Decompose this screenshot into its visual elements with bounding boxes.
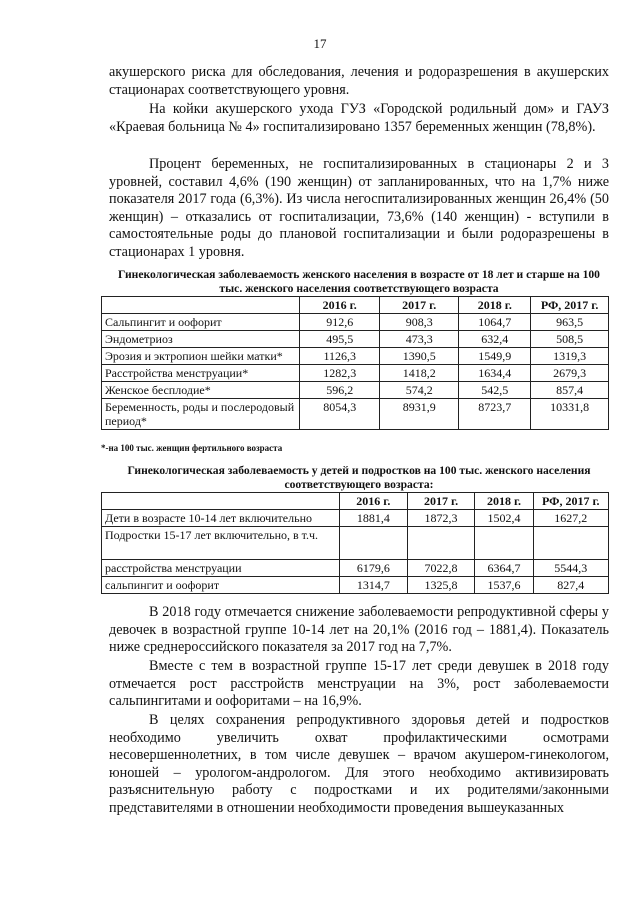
- cell-value: 632,4: [459, 331, 531, 348]
- cell-value: 1282,3: [300, 365, 379, 382]
- table-header-row: [102, 493, 609, 510]
- cell-value: 1502,4: [475, 510, 533, 527]
- table-header-row: [102, 297, 609, 314]
- paragraph-3: Процент беременных, не госпитализированных в стационары 2 и 3 уровней, составил 4,6% (190 женщин) от запланированных, что на 1,7% ниже показателя 2017 года (6,3%). Из числа негоспитализированных женщин 26,4% (50 женщин) – отказались от госпитализации, 73,6% (140 женщин) - вступили в самостоятельные роды до плановой госпитализации и были родоразрешены в стационарах 1 уровня.: [109, 156, 609, 260]
- table-row: [102, 527, 609, 560]
- header-cell: РФ, 2017 г.: [531, 297, 609, 314]
- table-youth-morbidity: [101, 492, 609, 594]
- cell-value: 1627,2: [533, 510, 608, 527]
- table1-footnote: *-на 100 тыс. женщин фертильного возраста: [101, 443, 283, 453]
- row-label: сальпингит и оофорит: [102, 577, 340, 594]
- cell-value: 827,4: [533, 577, 608, 594]
- header-cell: 2016 г.: [339, 493, 407, 510]
- row-label: Дети в возрасте 10-14 лет включительно: [102, 510, 340, 527]
- row-label: Сальпингит и оофорит: [102, 314, 300, 331]
- header-cell: 2017 г.: [379, 297, 458, 314]
- cell-value: 1319,3: [531, 348, 609, 365]
- cell-value: 1390,5: [379, 348, 458, 365]
- header-cell: [102, 297, 300, 314]
- row-label: Расстройства менструации*: [102, 365, 300, 382]
- header-cell: [102, 493, 340, 510]
- row-label: Эрозия и эктропион шейки матки*: [102, 348, 300, 365]
- table-row: [102, 348, 609, 365]
- cell-value: 8054,3: [300, 399, 379, 430]
- cell-value: 5544,3: [533, 560, 608, 577]
- header-cell: 2017 г.: [407, 493, 475, 510]
- cell-value: 10331,8: [531, 399, 609, 430]
- cell-value: 1881,4: [339, 510, 407, 527]
- cell-value: 1872,3: [407, 510, 475, 527]
- cell-value: 473,3: [379, 331, 458, 348]
- cell-value: 6179,6: [339, 560, 407, 577]
- table2-caption: Гинекологическая заболеваемость у детей и подростков на 100 тыс. женского населения соответствующего возраста:: [127, 464, 591, 491]
- cell-value: 8931,9: [379, 399, 458, 430]
- row-label: Подростки 15-17 лет включительно, в т.ч.: [102, 527, 340, 560]
- cell-value: 508,5: [531, 331, 609, 348]
- table1-caption: Гинекологическая заболеваемость женского населения в возрасте от 18 лет и старше на 100 тыс. женского населения соответствующего возраста: [118, 268, 600, 295]
- cell-value: 542,5: [459, 382, 531, 399]
- paragraph-4: В 2018 году отмечается снижение заболеваемости репродуктивной сферы у девочек в возрастной группе 10-14 лет на 20,1% (2016 год – 1881,4). Показатель ниже среднероссийского показателя за 2017 год на 7,7%.: [109, 604, 609, 655]
- cell-value: 495,5: [300, 331, 379, 348]
- table-row: [102, 560, 609, 577]
- cell-value: 8723,7: [459, 399, 531, 430]
- cell-value: 963,5: [531, 314, 609, 331]
- table-row: [102, 510, 609, 527]
- cell-value: [407, 527, 475, 560]
- table-row: [102, 399, 609, 430]
- cell-value: 1634,4: [459, 365, 531, 382]
- table-adult-morbidity: [101, 296, 609, 430]
- cell-value: 1537,6: [475, 577, 533, 594]
- table-row: [102, 577, 609, 594]
- cell-value: [533, 527, 608, 560]
- table-row: [102, 314, 609, 331]
- cell-value: 1314,7: [339, 577, 407, 594]
- cell-value: 6364,7: [475, 560, 533, 577]
- cell-value: 1325,8: [407, 577, 475, 594]
- header-cell: 2018 г.: [475, 493, 533, 510]
- cell-value: 857,4: [531, 382, 609, 399]
- cell-value: 7022,8: [407, 560, 475, 577]
- paragraph-6: В целях сохранения репродуктивного здоровья детей и подростков необходимо увеличить охват профилактическими осмотрами несовершеннолетних, в том числе девушек – врачом акушером-гинекологом, юношей – урологом-андрологом. Для этого необходимо активизировать разъяснительную работу с подростками и их родителями/законными представителями в отношении необходимости проведения вышеуказанных: [109, 712, 609, 816]
- table-row: [102, 382, 609, 399]
- cell-value: 596,2: [300, 382, 379, 399]
- cell-value: [475, 527, 533, 560]
- row-label: Женское бесплодие*: [102, 382, 300, 399]
- paragraph-2: На койки акушерского ухода ГУЗ «Городской родильный дом» и ГАУЗ «Краевая больница № 4» госпитализировано 1357 беременных женщин (78,8%).: [109, 101, 609, 135]
- cell-value: 1418,2: [379, 365, 458, 382]
- header-cell: РФ, 2017 г.: [533, 493, 608, 510]
- cell-value: 1126,3: [300, 348, 379, 365]
- cell-value: 2679,3: [531, 365, 609, 382]
- paragraph-1: акушерского риска для обследования, лечения и родоразрешения в акушерских стационарах соответствующего уровня.: [109, 64, 609, 98]
- row-label: Эндометриоз: [102, 331, 300, 348]
- row-label: расстройства менструации: [102, 560, 340, 577]
- header-cell: 2016 г.: [300, 297, 379, 314]
- paragraph-5: Вместе с тем в возрастной группе 15-17 лет среди девушек в 2018 году отмечается рост расстройств менструации на 3%, рост заболеваемости сальпингитами и оофоритами – на 16,9%.: [109, 658, 609, 709]
- table-row: [102, 365, 609, 382]
- cell-value: 912,6: [300, 314, 379, 331]
- cell-value: 574,2: [379, 382, 458, 399]
- cell-value: 1064,7: [459, 314, 531, 331]
- cell-value: [339, 527, 407, 560]
- page-number: 17: [313, 36, 327, 51]
- row-label: Беременность, роды и послеродовый период*: [102, 399, 300, 430]
- table-row: [102, 331, 609, 348]
- header-cell: 2018 г.: [459, 297, 531, 314]
- cell-value: 908,3: [379, 314, 458, 331]
- cell-value: 1549,9: [459, 348, 531, 365]
